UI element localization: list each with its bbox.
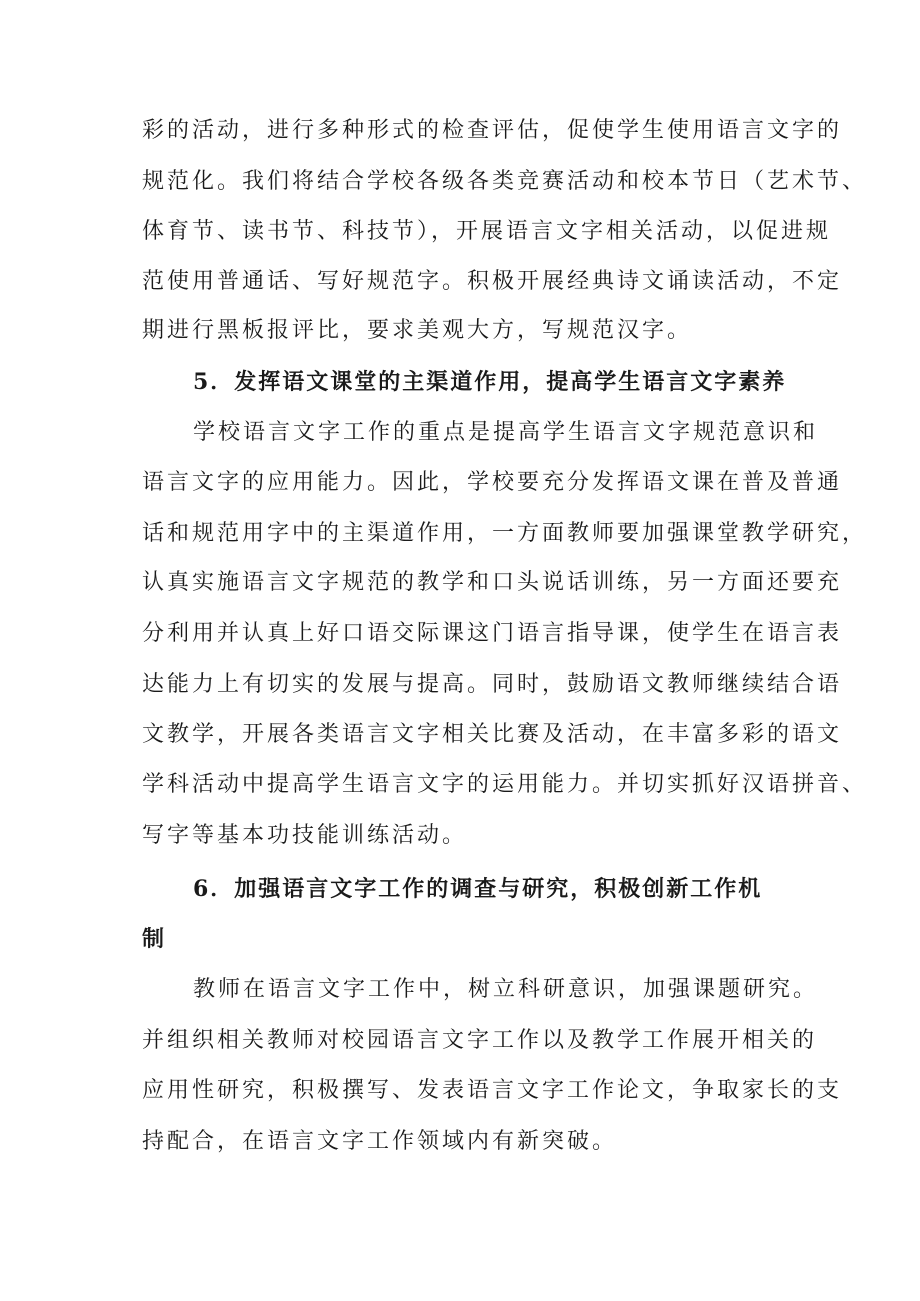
section-5-line: 学科活动中提高学生语言文字的运用能力。并切实抓好汉语拼音、 xyxy=(142,772,868,797)
section-6-line: 教师在语言文字工作中，树立科研意识，加强课题研究。 xyxy=(193,977,819,1002)
section-6-heading-continued: 制 xyxy=(142,926,167,952)
paragraph-line: 体育节、读书节、科技节），开展语言文字相关活动，以促进规 xyxy=(142,219,832,244)
section-5-line: 语言文字的应用能力。因此，学校要充分发挥语文课在普及普通 xyxy=(142,470,843,495)
paragraph-line: 规范化。我们将结合学校各级各类竞赛活动和校本节日（艺术节、 xyxy=(142,169,868,194)
paragraph-line: 范使用普通话、写好规范字。积极开展经典诗文诵读活动，不定 xyxy=(142,269,843,294)
section-6-line: 持配合，在语言文字工作领域内有新突破。 xyxy=(142,1129,618,1154)
section-5-line: 文教学，开展各类语言文字相关比赛及活动，在丰富多彩的语文 xyxy=(142,722,843,747)
paragraph-line: 期进行黑板报评比，要求美观大方，写规范汉字。 xyxy=(142,318,693,343)
section-5-line: 分利用并认真上好口语交际课这门语言指导课，使学生在语言表 xyxy=(142,621,843,646)
section-5-line: 话和规范用字中的主渠道作用，一方面教师要加强课堂教学研究， xyxy=(142,521,868,546)
section-6-heading: 6．加强语言文字工作的调查与研究，积极创新工作机 xyxy=(193,876,763,902)
section-5-line: 学校语言文字工作的重点是提高学生语言文字规范意识和 xyxy=(193,420,819,445)
section-5-line: 达能力上有切实的发展与提高。同时，鼓励语文教师继续结合语 xyxy=(142,672,843,697)
section-5-line: 认真实施语言文字规范的教学和口头说话训练，另一方面还要充 xyxy=(142,570,843,595)
section-6-line: 并组织相关教师对校园语言文字工作以及教学工作展开相关的 xyxy=(142,1028,818,1053)
paragraph-line: 彩的活动，进行多种形式的检查评估，促使学生使用语言文字的 xyxy=(142,118,843,143)
section-5-heading: 5．发挥语文课堂的主渠道作用，提高学生语言文字素养 xyxy=(193,369,787,395)
section-6-line: 应用性研究，积极撰写、发表语言文字工作论文，争取家长的支 xyxy=(142,1078,843,1103)
section-5-line: 写字等基本功技能训练活动。 xyxy=(142,823,468,848)
